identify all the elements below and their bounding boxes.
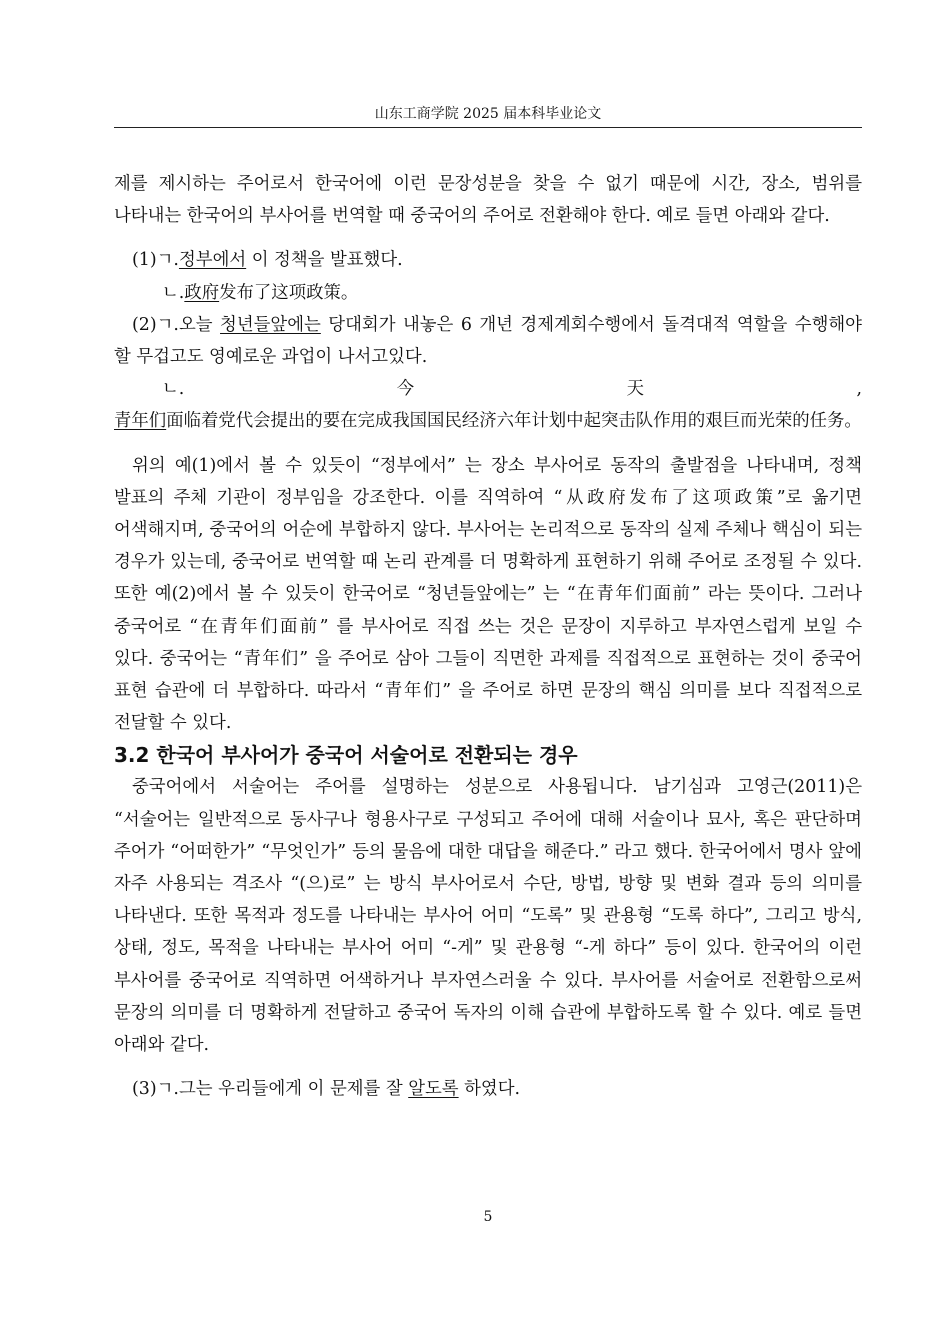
example-2b-prefix: ㄴ.今天, [162,379,862,400]
example-3a [114,1073,862,1105]
example-2b [114,373,862,437]
paragraph-2: 위의 예(1)에서 볼 수 있듯이 “정부에서” 는 장소 부사어로 동작의 출발점을 나타내며, 정책 발표의 주체 기관이 정부임을 강조한다. 이를 직역하여 “从政府发布了这项政策”로 옮기면 어색해지며, 중국어의 어순에 부합하지 않다. 부사어는 논리적으로 동작의 실제 주체나 핵심이 되는 경우가 있는데, 중국어로 번역할 때 논리 관계를 더 명확하게 표현하기 위해 주어로 조정될 수 있다. 또한 예(2)에서 볼 수 있듯이 한국어로 “청년들앞에는” 는 “在青年们面前” 라는 뜻이다. 그러나 중국어로 “在青年们面前” 를 부사어로 직접 쓰는 것은 문장이 지루하고 부자연스럽게 보일 수 있다. 중국어는 “青年们” 을 주어로 삼아 그들이 직면한 과제를 직접적으로 표현하는 것이 중국어 표현 습관에 더 부합하다. 따라서 “青年们” 을 주어로 하면 문장의 핵심 의미를 보다 직접적으로 전달할 수 있다. [114,455,862,734]
example-1a-rest: 이 정책을 발표했다. [246,250,403,271]
header-rule [114,127,862,128]
page-body [114,168,862,1105]
example-3a-rest: 하였다. [458,1079,521,1100]
example-1a [114,244,862,276]
example-2a-rest: 당대회가 내놓은 6 개년 경제계회수행에서 돌격대적 역할을 수행해야 할 무겁고도 영예로운 과업이 나서고있다. [114,314,862,368]
example-2b-rest: 面临着党代会提出的要在完成我国国民经济六年计划中起突击队作用的艰巨而光荣的任务。 [166,411,862,432]
example-3a-prefix: (3)ㄱ.그는 우리들에게 이 문제를 잘 [132,1079,409,1100]
spacer [114,1061,862,1073]
example-1a-prefix: (1)ㄱ. [132,250,179,271]
page-number: 5 [483,1209,493,1225]
example-2a-underlined: 청년들앞에는 [220,314,321,335]
running-header: 山东工商学院 2025 届本科毕业论文 [374,106,602,122]
spacer [114,438,862,450]
section-heading: 3.2 한국어 부사어가 중국어 서술어로 전환되는 경우 [114,743,578,768]
example-1b-prefix: ㄴ. [162,282,185,303]
example-2b-underlined: 青年们 [114,411,167,432]
paragraph-1: 제를 제시하는 주어로서 한국어에 이런 문장성분을 찾을 수 없기 때문에 시간, 장소, 범위를 나타내는 한국어의 부사어를 번역할 때 중국어의 주어로 전환해야 한다. 예로 들면 아래와 같다. [114,174,862,227]
paragraph-3: 중국어에서 서술어는 주어를 설명하는 성분으로 사용됩니다. 남기심과 고영근(2011)은 “서술어는 일반적으로 동사구나 형용사구로 구성되고 주어에 대해 서술이나 묘사, 혹은 판단하며 주어가 “어떠한가” “무엇인가” 등의 물음에 대한 대답을 해준다.” 라고 했다. 한국어에서 명사 앞에 자주 사용되는 격조사 “(으)로” 는 방식 부사어로서 수단, 방법, 방향 및 변화 결과 등의 의미를 나타낸다. 또한 목적과 정도를 나타내는 부사어 어미 “도록” 및 관용형 “도록 하다”, 그리고 방식, 상태, 정도, 목적을 나타내는 부사어 어미 “-게” 및 관용형 “-게 하다” 등이 있다. 한국어의 이런 부사어를 중국어로 직역하면 어색하거나 부자연스러울 수 있다. 부사어를 서술어로 전환함으로써 문장의 의미를 더 명확하게 전달하고 중국어 독자의 이해 습관에 부합하도록 할 수 있다. 예로 들면 아래와 같다. [114,777,862,1056]
example-2a-prefix: (2)ㄱ.오늘 [132,314,221,335]
spacer [114,232,862,244]
example-1b-underlined: 政府 [184,282,220,303]
example-1a-underlined: 정부에서 [178,250,247,271]
example-2a [114,309,862,373]
example-3a-underlined: 알도록 [408,1079,459,1100]
example-1b [114,277,862,309]
example-1b-rest: 发布了这项政策。 [219,282,359,303]
